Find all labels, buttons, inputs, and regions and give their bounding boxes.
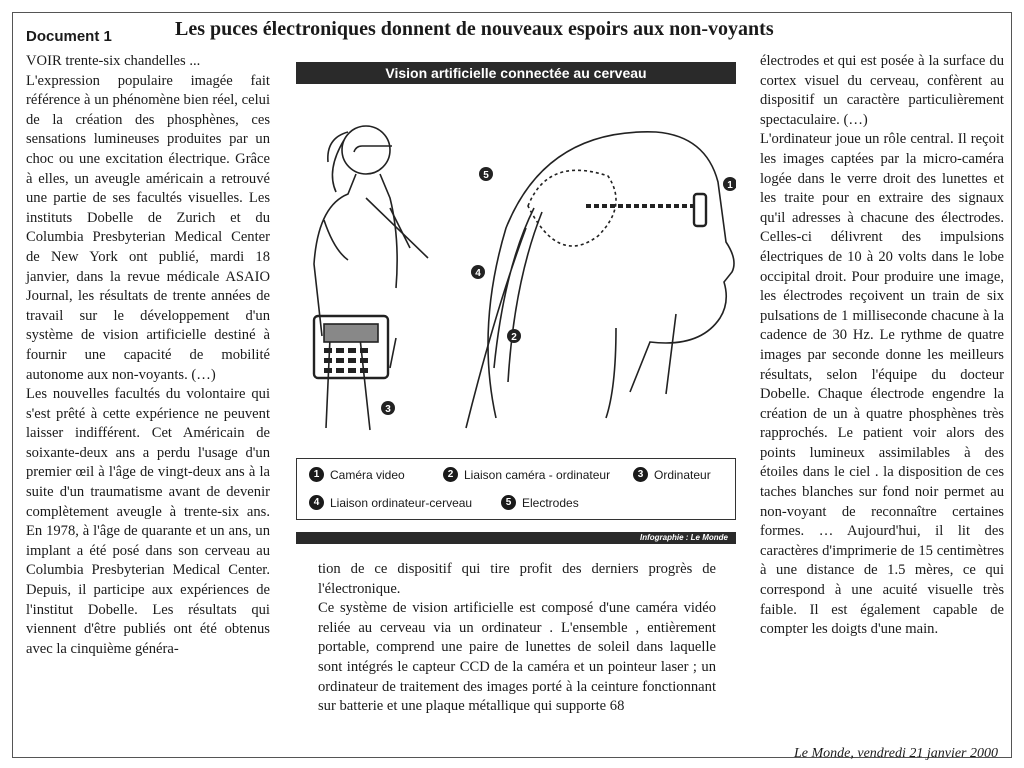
standing-figure-drawing [314,126,428,430]
legend-item [309,495,472,510]
figure-legend [296,458,736,520]
paragraph: Ce système de vision artificielle est composé d'une caméra vidéo reliée au cerveau via un ordinateur . L'ensemble , entièrement portable, comprend une paire de lunettes de soleil dans laquelle sont intégrés le capteur CCD de la caméra et un pointeur laser ; un ordinateur de traitement des images porté à la ceinture fonctionnant sur batterie et une plaque métallique qui supporte 68 [318,600,716,715]
paragraph: tion de ce dispositif qui tire profit des derniers progrès de l'électronique. [318,561,716,597]
callout-3: 3 [385,404,391,415]
article-column-right [760,52,1004,640]
legend-item [309,467,405,482]
legend-item [443,467,610,482]
legend-label: Electrodes [522,495,579,510]
document-label: Document 1 [26,28,112,45]
article-column-left [26,52,270,659]
legend-label: Caméra video [330,467,405,482]
legend-label: Liaison caméra - ordinateur [464,467,611,482]
article-column-middle [318,560,716,717]
callout-2: 2 [511,332,517,343]
source-citation: Le Monde, vendredi 21 janvier 2000 [794,746,998,761]
headline: Les puces électroniques donnent de nouveaux espoirs aux non-voyants [175,18,774,40]
legend-number: 5 [501,495,516,510]
legend-label: Ordinateur [654,467,711,482]
head-profile-drawing [466,132,734,428]
legend-number: 1 [309,467,324,482]
figure-title: Vision artificielle connectée au cerveau [296,62,736,84]
belt-computer-drawing [314,316,388,378]
legend-number: 2 [443,467,458,482]
callout-4: 4 [475,268,481,279]
legend-number: 3 [633,467,648,482]
paragraph: électrodes et qui est posée à la surface du cortex visuel du cerveau, confèrent au dispositif un caractère particulièrement spectaculaire. (…) [760,53,1004,128]
paragraph: VOIR trente-six chandelles ... [26,53,201,69]
legend-label: Liaison ordinateur-cerveau [330,495,473,510]
paragraph: Les nouvelles facultés du volontaire qui s'est prêté à cette expérience ne peuvent laisser indifférent. Cet Américain de soixante-deux ans a perdu l'usage d'un premier œil à l'âge de vingt-deux ans à la suite d'un traumatisme avant de devenir complètement aveugle à trente-six ans. En 1978, à l'âge de quarante et un ans, un implant a été posé dans son cerveau au Columbia Presbyterian Medical Center. Depuis, il participe aux expériences de l'institut Dobelle. Les résultats qui viennent d'être publiés ont été obtenus avec la cinquième généra- [26,386,270,657]
legend-item [633,467,711,482]
legend-item [501,495,579,510]
callout-5: 5 [483,170,489,181]
figure-credit: Infographie : Le Monde [296,532,736,544]
paragraph: L'ordinateur joue un rôle central. Il reçoit les images captées par la micro-caméra logée dans le verre droit des lunettes et les traite pour en extraire des signaux qu'il adresses à chacune des électrodes. Celles-ci délivrent des impulsions électriques de 10 à 20 volts dans le lobe occipital droit. Pour produire une image, les électrodes reçoivent un train de six pulsations de 1 milliseconde chacune à la cadence de 30 Hz. Le rythme de quatre images par seconde donne les meilleurs résultats, selon l'équipe du docteur Dobelle. Chaque électrode engendre la création de un à quatre phosphènes très rapprochés. Le patient voir alors des points lumineux assimilables à des étoiles dans le ciel . la disposition de ces taches blanches sur fond noir permet au non-voyant de reconnaître certaines formes. … Aujourd'hui, il lit des caractères d'imprimerie de 15 centimètres à une distance de 1.5 mères, ce qui correspond à une acuité visuelle très faible. Il est également capable de compter les doigts d'une main. [760,131,1004,638]
paragraph: L'expression populaire imagée fait référence à un phénomène bien réel, celui de la création des phosphènes, ces sensations lumineuses produites par un choc ou une excitation électrique. Grâce à elles, un aveugle américain a retrouvé une partie de ses facultés visuelles. Les instituts Dobelle de Zurich et du Columbia Presbyterian Medical Center de New York ont publié, mardi 18 janvier, dans la revue médicale ASAIO Journal, les résultats de trente années de travail sur le développement d'un système de vision artificielle destiné à fournir une capacité de mobilité autonome aux non-voyants. (…) [26,72,270,383]
illustration [296,88,736,448]
legend-number: 4 [309,495,324,510]
callout-1: 1 [727,180,733,191]
